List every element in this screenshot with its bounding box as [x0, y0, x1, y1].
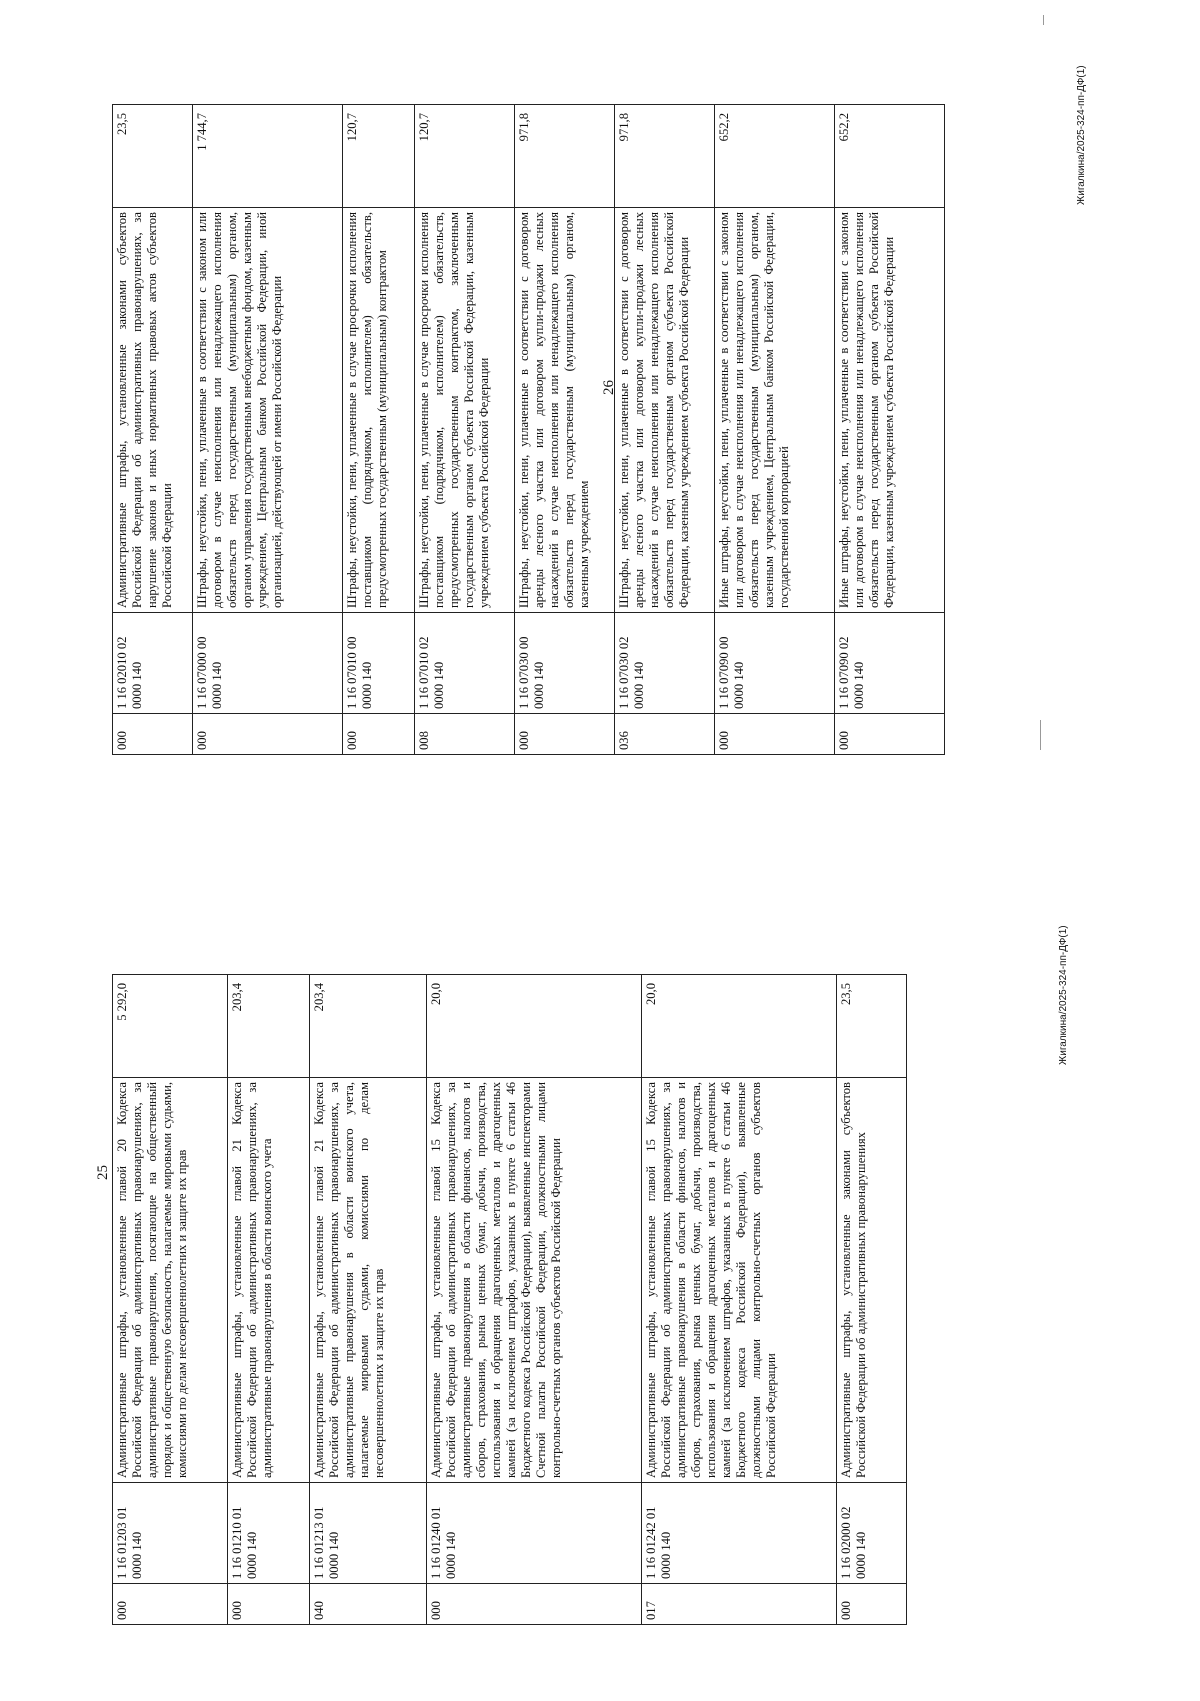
budget-code-cell: 1 16 07030 00 0000 140	[515, 613, 615, 714]
budget-code-cell: 1 16 01203 01 0000 140	[113, 1483, 228, 1584]
table-row	[343, 105, 415, 755]
table-row	[642, 975, 837, 1625]
budget-code-cell: 1 16 02000 02 0000 140	[837, 1483, 907, 1584]
admin-code-cell: 000	[113, 714, 193, 755]
scan-mark	[1040, 720, 1041, 750]
table-row	[515, 105, 615, 755]
description-cell: Административные штрафы, установленные главой 21 Кодекса Российской Федерации об административных правонарушениях, за административные правонарушения в области воинского учета, налагаемые мировыми судьями, комиссиями по делам несовершеннолетних и защите их прав	[310, 1078, 427, 1483]
amount-cell: 120,7	[415, 105, 515, 208]
budget-code-cell: 1 16 01210 01 0000 140	[228, 1483, 310, 1584]
budget-code-cell: 1 16 01242 01 0000 140	[642, 1483, 837, 1584]
description-cell: Административные штрафы, установленные законами субъектов Российской Федерации об административных правонарушениях	[837, 1078, 907, 1483]
description-cell: Административные штрафы, установленные главой 15 Кодекса Российской Федерации об административных правонарушениях, за административные правонарушения в области финансов, налогов и сборов, страхования, рынка ценных бумаг, добычи, производства, использования и обращения драгоценных металлов и драгоценных камней (за исключением штрафов, указанных в пункте 6 статьи 46 Бюджетного кодекса Российской Федерации), выявленные должностными лицами контрольно-счетных органов субъектов Российской Федерации	[642, 1078, 837, 1483]
admin-code-cell: 017	[642, 1584, 837, 1625]
upper-table-rotated	[112, 104, 945, 755]
budget-code-cell: 1 16 07000 00 0000 140	[193, 613, 343, 714]
table-row	[228, 975, 310, 1625]
admin-code-cell: 040	[310, 1584, 427, 1625]
amount-cell: 652,2	[715, 105, 835, 208]
admin-code-cell: 036	[615, 714, 715, 755]
amount-cell: 203,4	[310, 975, 427, 1078]
admin-code-cell: 008	[415, 714, 515, 755]
table-row	[113, 105, 193, 755]
upper-footer-tag: Жигалкина/2025-324-пп-ДФ(1)	[1076, 65, 1087, 205]
upper-page	[0, 0, 1200, 850]
table-row	[310, 975, 427, 1625]
amount-cell: 971,8	[615, 105, 715, 208]
amount-cell: 971,8	[515, 105, 615, 208]
admin-code-cell: 000	[343, 714, 415, 755]
description-cell: Административные штрафы, установленные главой 15 Кодекса Российской Федерации об административных правонарушениях, за административные правонарушения в области финансов, налогов и сборов, страхования, рынка ценных бумаг, добычи, производства, использования и обращения драгоценных металлов и драгоценных камней (за исключением штрафов, указанных в пункте 6 статьи 46 Бюджетного кодекса Российской Федерации), выявленные инспекторами Счетной палаты Российской Федерации, должностными лицами контрольно-счетных органов субъектов Российской Федерации	[427, 1078, 642, 1483]
admin-code-cell: 000	[837, 1584, 907, 1625]
lower-footer-tag: Жигалкина/2025-324-пп-ДФ(1)	[1058, 925, 1069, 1065]
description-cell: Штрафы, неустойки, пени, уплаченные в случае просрочки исполнения поставщиком (подрядчиком, исполнителем) обязательств, предусмотренных государственным (муниципальным) контрактом	[343, 208, 415, 613]
admin-code-cell: 000	[113, 1584, 228, 1625]
budget-code-cell: 1 16 01213 01 0000 140	[310, 1483, 427, 1584]
amount-cell: 23,5	[113, 105, 193, 208]
budget-code-cell: 1 16 01240 01 0000 140	[427, 1483, 642, 1584]
scan-mark	[1043, 15, 1044, 25]
table-row	[837, 975, 907, 1625]
description-cell: Штрафы, неустойки, пени, уплаченные в соответствии с законом или договором в случае неисполнения или ненадлежащего исполнения обязательств перед государственным (муниципальным) органом, органом управления государственным внебюджетным фондом, казенным учреждением, Центральным банком Российской Федерации, иной организацией, действующей от имени Российской Федерации	[193, 208, 343, 613]
budget-code-cell: 1 16 07010 00 0000 140	[343, 613, 415, 714]
budget-code-cell: 1 16 07030 02 0000 140	[615, 613, 715, 714]
description-cell: Штрафы, неустойки, пени, уплаченные в соответствии с договором аренды лесного участка или договором купли-продажи лесных насаждений в случае неисполнения или ненадлежащего исполнения обязательств перед государственным органом субъекта Российской Федерации, казенным учреждением субъекта Российской Федерации	[615, 208, 715, 613]
description-cell: Иные штрафы, неустойки, пени, уплаченные в соответствии с законом или договором в случае неисполнения или ненадлежащего исполнения обязательств перед государственным органом субъекта Российской Федерации, казенным учреждением субъекта Российской Федерации	[835, 208, 945, 613]
admin-code-cell: 000	[515, 714, 615, 755]
description-cell: Иные штрафы, неустойки, пени, уплаченные в соответствии с законом или договором в случае неисполнения или ненадлежащего исполнения обязательств перед государственным (муниципальным) органом, казенным учреждением, Центральным банком Российской Федерации, государственной корпорацией	[715, 208, 835, 613]
table-row	[193, 105, 343, 755]
table-row	[113, 975, 228, 1625]
admin-code-cell: 000	[715, 714, 835, 755]
admin-code-cell: 000	[427, 1584, 642, 1625]
upper-page-number: 26	[601, 380, 617, 395]
table-row	[427, 975, 642, 1625]
amount-cell: 1 744,7	[193, 105, 343, 208]
budget-code-cell: 1 16 07090 00 0000 140	[715, 613, 835, 714]
amount-cell: 120,7	[343, 105, 415, 208]
table-row	[715, 105, 835, 755]
amount-cell: 23,5	[837, 975, 907, 1078]
budget-code-cell: 1 16 07090 02 0000 140	[835, 613, 945, 714]
amount-cell: 5 292,0	[113, 975, 228, 1078]
amount-cell: 203,4	[228, 975, 310, 1078]
upper-revenue-table	[112, 104, 945, 755]
admin-code-cell: 000	[228, 1584, 310, 1625]
description-cell: Штрафы, неустойки, пени, уплаченные в случае просрочки исполнения поставщиком (подрядчиком, исполнителем) обязательств, предусмотренных государственным контрактом, заключенным государственным органом субъекта Российской Федерации, казенным учреждением субъекта Российской Федерации	[415, 208, 515, 613]
lower-page	[0, 850, 1200, 1700]
lower-revenue-table	[112, 974, 907, 1625]
lower-page-number: 25	[95, 1165, 111, 1180]
description-cell: Административные штрафы, установленные законами субъектов Российской Федерации об административных правонарушениях, за нарушение законов и иных нормативных правовых актов субъектов Российской Федерации	[113, 208, 193, 613]
lower-table-rotated	[112, 974, 907, 1625]
admin-code-cell: 000	[193, 714, 343, 755]
budget-code-cell: 1 16 07010 02 0000 140	[415, 613, 515, 714]
amount-cell: 652,2	[835, 105, 945, 208]
amount-cell: 20,0	[642, 975, 837, 1078]
table-row	[415, 105, 515, 755]
table-row	[615, 105, 715, 755]
description-cell: Штрафы, неустойки, пени, уплаченные в соответствии с договором аренды лесного участка или договором купли-продажи лесных насаждений в случае неисполнения или ненадлежащего исполнения обязательств перед государственным (муниципальным) органом, казенным учреждением	[515, 208, 615, 613]
budget-code-cell: 1 16 02010 02 0000 140	[113, 613, 193, 714]
table-row	[835, 105, 945, 755]
amount-cell: 20,0	[427, 975, 642, 1078]
description-cell: Административные штрафы, установленные главой 20 Кодекса Российской Федерации об административных правонарушениях, за административные правонарушения, посягающие на общественный порядок и общественную безопасность, налагаемые мировыми судьями, комиссиями по делам несовершеннолетних и защите их прав	[113, 1078, 228, 1483]
description-cell: Административные штрафы, установленные главой 21 Кодекса Российской Федерации об административных правонарушениях, за административные правонарушения в области воинского учета	[228, 1078, 310, 1483]
admin-code-cell: 000	[835, 714, 945, 755]
